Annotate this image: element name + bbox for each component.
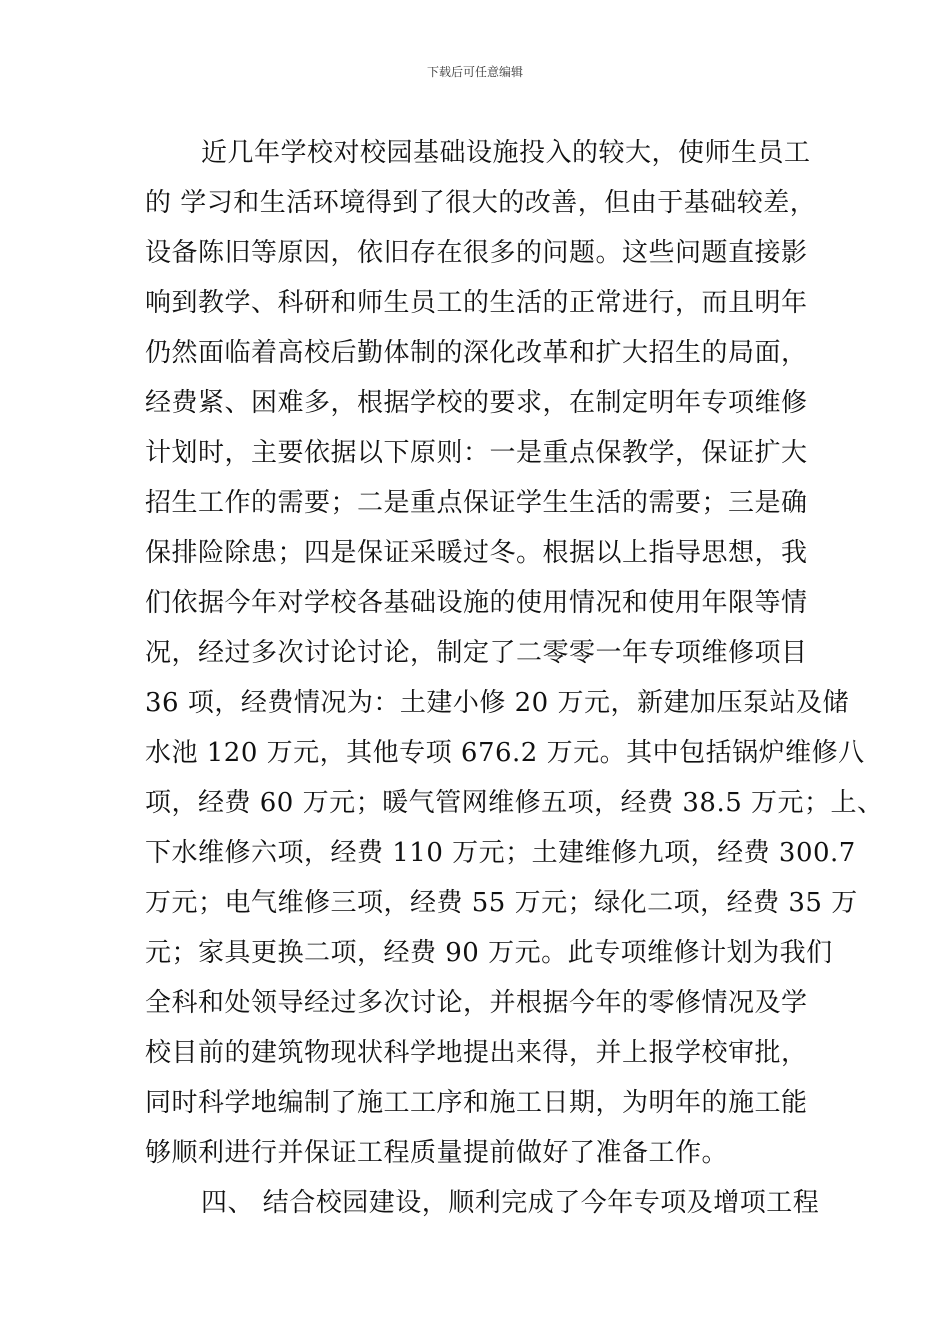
paragraph-line: 仍然面临着高校后勤体制的深化改革和扩大招生的局面， [145, 338, 808, 368]
paragraph-line: 们依据今年对学校各基础设施的使用情况和使用年限等情 [145, 588, 808, 618]
paragraph-line: 全科和处领导经过多次讨论，并根据今年的零修情况及学 [145, 988, 808, 1018]
paragraph-line: 项，经费 60 万元；暖气管网维修五项，经费 38.5 万元；上、 [145, 788, 884, 818]
paragraph-line: 保排险除患；四是保证采暖过冬。根据以上指导思想，我 [145, 538, 808, 568]
paragraph-line: 水池 120 万元，其他专项 676.2 万元。其中包括锅炉维修八 [145, 738, 865, 768]
paragraph-line: 近几年学校对校园基础设施投入的较大，使师生员工 [201, 138, 811, 168]
paragraph-line: 同时科学地编制了施工工序和施工日期，为明年的施工能 [145, 1088, 808, 1118]
paragraph-line: 设备陈旧等原因，依旧存在很多的问题。这些问题直接影 [145, 238, 808, 268]
paragraph-line: 元；家具更换二项，经费 90 万元。此专项维修计划为我们 [145, 938, 833, 968]
header-note: 下载后可任意编辑 [426, 65, 523, 79]
paragraph-line: 的 学习和生活环境得到了很大的改善，但由于基础较差， [145, 188, 817, 218]
paragraph-line: 况，经过多次讨论讨论，制定了二零零一年专项维修项目 [145, 638, 808, 668]
paragraph-line: 36 项，经费情况为：土建小修 20 万元，新建加压泵站及储 [145, 688, 849, 718]
body-text [145, 128, 884, 1228]
paragraph-line: 经费紧、困难多，根据学校的要求，在制定明年专项维修 [145, 388, 808, 418]
paragraph-line: 万元；电气维修三项，经费 55 万元；绿化二项，经费 35 万 [145, 888, 858, 918]
paragraph-line: 响到教学、科研和师生员工的生活的正常进行，而且明年 [145, 288, 808, 318]
paragraph-line: 招生工作的需要；二是重点保证学生生活的需要；三是确 [145, 488, 808, 518]
paragraph-line: 下水维修六项，经费 110 万元；土建维修九项，经费 300.7 [145, 838, 856, 868]
paragraph-line: 校目前的建筑物现状科学地提出来得，并上报学校审批， [145, 1038, 808, 1068]
paragraph-line: 计划时，主要依据以下原则：一是重点保教学，保证扩大 [145, 438, 808, 468]
paragraph-line: 够顺利进行并保证工程质量提前做好了准备工作。 [145, 1138, 729, 1168]
section-heading: 四、 结合校园建设，顺利完成了今年专项及增项工程 [201, 1188, 820, 1218]
